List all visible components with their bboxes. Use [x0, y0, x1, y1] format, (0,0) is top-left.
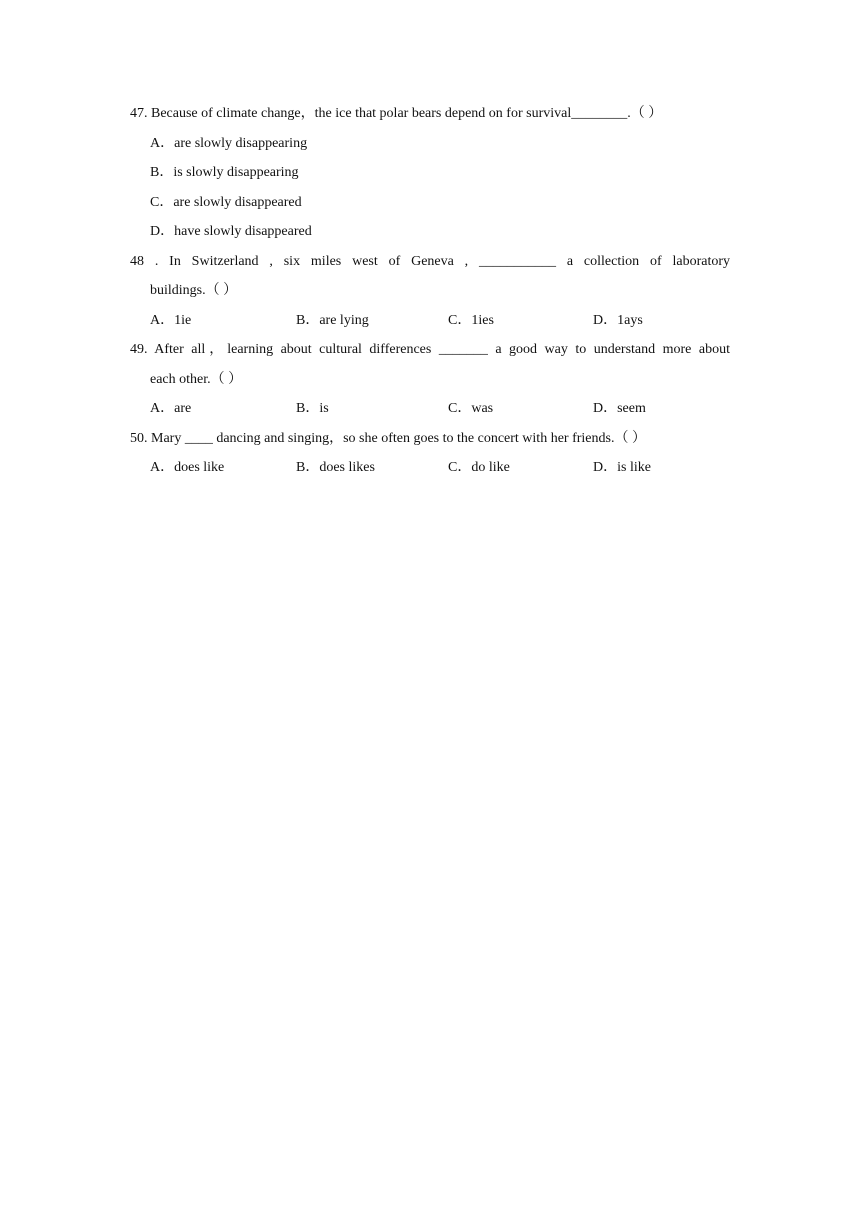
question-48-stem-continued: buildings.（ ）	[150, 283, 238, 298]
question-49-stem-continued: each other.（ ）	[150, 372, 243, 387]
question-49-option-b: B．is	[296, 401, 329, 416]
question-49-option-c: C．was	[448, 401, 494, 416]
question-49-stem: 49. After all，learning about cultural differences _______ a good way to understand more about	[130, 342, 730, 357]
question-50-option-a: A．does like	[150, 460, 225, 475]
question-47-option-c: C．are slowly disappeared	[150, 195, 302, 210]
question-48-option-d: D．1ays	[593, 313, 643, 328]
question-50-stem: 50. Mary ____ dancing and singing，so she often goes to the concert with her friends.（ ）	[130, 431, 646, 446]
question-50-option-b: B．does likes	[296, 460, 375, 475]
question-48-option-c: C．1ies	[448, 313, 494, 328]
question-48-option-b: B．are lying	[296, 313, 369, 328]
question-48-option-a: A．1ie	[150, 313, 192, 328]
question-48-stem: 48 . In Switzerland , six miles west of Geneva , ___________ a collection of laboratory	[130, 254, 730, 269]
question-50-option-c: C．do like	[448, 460, 510, 475]
question-49-option-a: A．are	[150, 401, 192, 416]
question-49-option-d: D．seem	[593, 401, 646, 416]
question-47-option-d: D．have slowly disappeared	[150, 224, 312, 239]
question-47-stem: 47. Because of climate change，the ice that polar bears depend on for survival________.（ ）	[130, 106, 663, 121]
question-50-option-d: D．is like	[593, 460, 651, 475]
question-47-option-a: A．are slowly disappearing	[150, 136, 308, 151]
question-47-option-b: B．is slowly disappearing	[150, 165, 299, 180]
